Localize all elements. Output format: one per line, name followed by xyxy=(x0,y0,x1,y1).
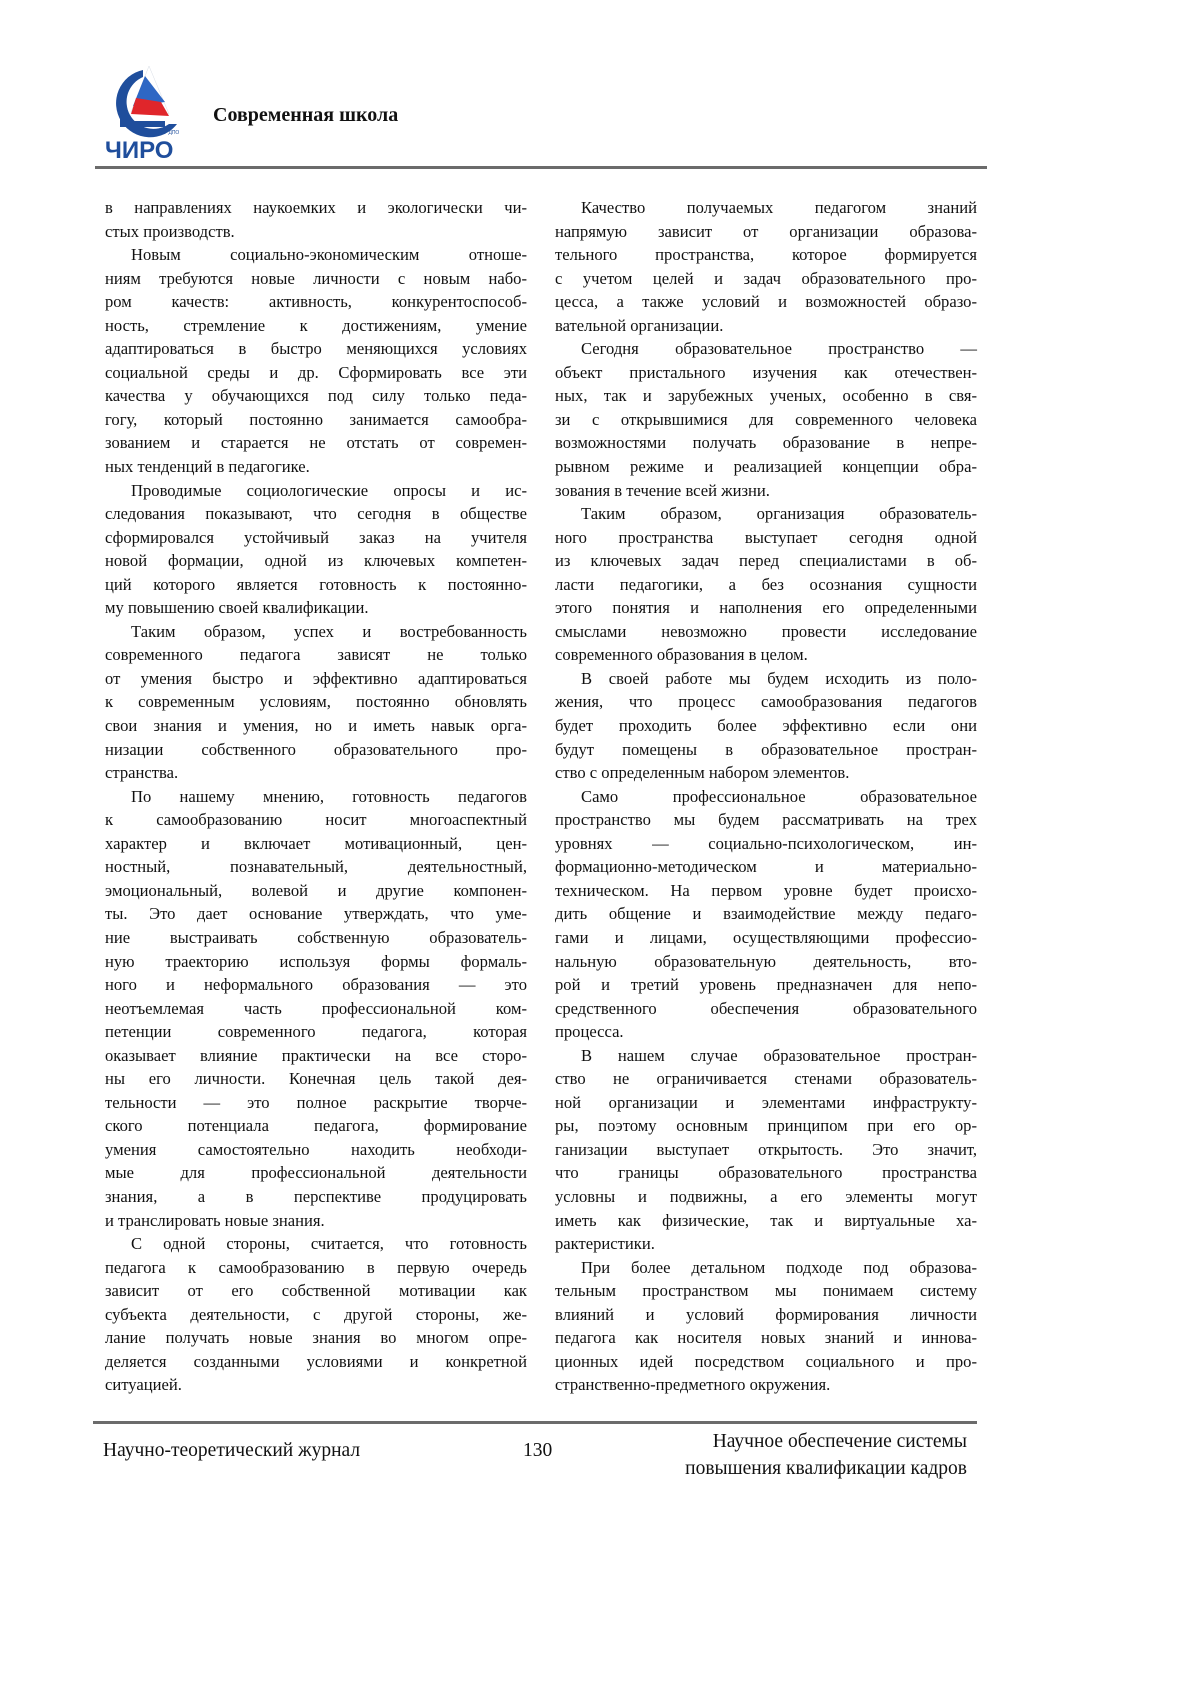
text-line: ную траекторию используя формы формаль- xyxy=(105,950,527,974)
text-line: педагога как носителя новых знаний и иннова- xyxy=(555,1326,977,1350)
text-line: этого понятия и наполнения его определенными xyxy=(555,596,977,620)
text-line: ностный, познавательный, деятельностный, xyxy=(105,855,527,879)
text-line: стых производств. xyxy=(105,220,527,244)
text-line: педагога к самообразованию в первую очередь xyxy=(105,1256,527,1280)
paragraph xyxy=(555,667,977,785)
footer-journal-type: Научно-теоретический журнал xyxy=(103,1440,360,1462)
text-line: тельным пространством мы понимаем систему xyxy=(555,1279,977,1303)
text-line: к современным условиям, постоянно обновлять xyxy=(105,690,527,714)
right-column xyxy=(555,196,977,1397)
text-line: формационно-методическом и материально- xyxy=(555,855,977,879)
text-line: характер и включает мотивационный, цен- xyxy=(105,832,527,856)
text-line: Таким образом, успех и востребованность xyxy=(105,620,527,644)
footer-section-line: повышения квалификации кадров xyxy=(685,1455,967,1482)
text-line: ного пространства выступает сегодня одной xyxy=(555,526,977,550)
paragraph xyxy=(555,1044,977,1256)
text-line: сформировался устойчивый заказ на учителя xyxy=(105,526,527,550)
text-line: оказывает влияние практически на все сторо- xyxy=(105,1044,527,1068)
text-line: иметь как физические, так и виртуальные ха- xyxy=(555,1209,977,1233)
text-line: ционных идей посредством социального и про- xyxy=(555,1350,977,1374)
text-line: Сегодня образовательное пространство — xyxy=(555,337,977,361)
text-line: жения, что процесс самообразования педагогов xyxy=(555,690,977,714)
text-line: Новым социально-экономическим отноше- xyxy=(105,243,527,267)
text-line: ры, поэтому основным принципом при его ор- xyxy=(555,1114,977,1138)
text-line: качества у обучающихся под силу только педа- xyxy=(105,384,527,408)
text-line: от умения быстро и эффективно адаптироваться xyxy=(105,667,527,691)
text-line: С одной стороны, считается, что готовность xyxy=(105,1232,527,1256)
text-line: напрямую зависит от организации образова- xyxy=(555,220,977,244)
text-line: из ключевых задач перед специалистами в об- xyxy=(555,549,977,573)
text-line: Проводимые социологические опросы и ис- xyxy=(105,479,527,503)
text-line: ных тенденций в педагогике. xyxy=(105,455,527,479)
text-line: дить общение и взаимодействие между педаго- xyxy=(555,902,977,926)
text-line: ность, стремление к достижениям, умение xyxy=(105,314,527,338)
text-line: ций которого является готовность к постоянно- xyxy=(105,573,527,597)
text-line: с учетом целей и задач образовательного про- xyxy=(555,267,977,291)
text-line: ского потенциала педагога, формирование xyxy=(105,1114,527,1138)
text-line: В своей работе мы будем исходить из поло- xyxy=(555,667,977,691)
text-line: низации собственного образовательного про- xyxy=(105,738,527,762)
text-line: влияний и условий формирования личности xyxy=(555,1303,977,1327)
paragraph xyxy=(105,1232,527,1397)
text-line: нальную образовательную деятельность, вто- xyxy=(555,950,977,974)
text-line: вательной организации. xyxy=(555,314,977,338)
text-line: пространство мы будем рассматривать на трех xyxy=(555,808,977,832)
text-line: ство не ограничивается стенами образователь- xyxy=(555,1067,977,1091)
text-line: будут помещены в образовательное простран- xyxy=(555,738,977,762)
paragraph xyxy=(555,337,977,502)
text-line: ниям требуются новые личности с новым набо- xyxy=(105,267,527,291)
footer-section xyxy=(685,1428,967,1482)
paragraph xyxy=(105,785,527,1232)
text-line: мые для профессиональной деятельности xyxy=(105,1161,527,1185)
text-line: ных, так и зарубежных ученых, особенно в свя- xyxy=(555,384,977,408)
text-line: тельности — это полное раскрытие творче- xyxy=(105,1091,527,1115)
text-line: в направлениях наукоемких и экологически чи- xyxy=(105,196,527,220)
text-line: зи с открывшимися для современного человека xyxy=(555,408,977,432)
text-line: умения самостоятельно находить необходи- xyxy=(105,1138,527,1162)
text-line: В нашем случае образовательное простран- xyxy=(555,1044,977,1068)
text-line: тельного пространства, которое формируется xyxy=(555,243,977,267)
text-line: эмоциональный, волевой и другие компонен- xyxy=(105,879,527,903)
text-line: современного образования в целом. xyxy=(555,643,977,667)
text-line: ласти педагогики, а без осознания сущности xyxy=(555,573,977,597)
text-line: ны его личности. Конечная цель такой дея- xyxy=(105,1067,527,1091)
text-line: уровнях — социально-психологическом, ин- xyxy=(555,832,977,856)
footer-divider xyxy=(93,1421,977,1424)
text-line: свои знания и умения, но и иметь навык орга- xyxy=(105,714,527,738)
text-line: условны и подвижны, а его элементы могут xyxy=(555,1185,977,1209)
text-line: гогу, который постоянно занимается самообра- xyxy=(105,408,527,432)
chiro-logo xyxy=(103,62,203,162)
text-line: петенции современного педагога, которая xyxy=(105,1020,527,1044)
paragraph xyxy=(555,1256,977,1397)
paragraph xyxy=(105,620,527,785)
text-line: лание получать новые знания во многом опре- xyxy=(105,1326,527,1350)
text-line: му повышению своей квалификации. xyxy=(105,596,527,620)
page-number: 130 xyxy=(523,1440,552,1462)
left-column xyxy=(105,196,527,1397)
paragraph xyxy=(555,502,977,667)
footer-section-line: Научное обеспечение системы xyxy=(685,1428,967,1455)
text-line: будет проходить более эффективно если они xyxy=(555,714,977,738)
text-line: рой и третий уровень предназначен для непо- xyxy=(555,973,977,997)
text-line: Качество получаемых педагогом знаний xyxy=(555,196,977,220)
text-line: техническом. На первом уровне будет происхо- xyxy=(555,879,977,903)
text-line: и транслировать новые знания. xyxy=(105,1209,527,1233)
text-line: цесса, а также условий и возможностей образо- xyxy=(555,290,977,314)
paragraph xyxy=(555,196,977,337)
text-line: странственно-предметного окружения. xyxy=(555,1373,977,1397)
text-line: Таким образом, организация образователь- xyxy=(555,502,977,526)
text-line: деляется созданными условиями и конкретной xyxy=(105,1350,527,1374)
text-line: ганизации выступает открытость. Это значит, xyxy=(555,1138,977,1162)
text-line: рактеристики. xyxy=(555,1232,977,1256)
text-line: рывном режиме и реализацией концепции обра- xyxy=(555,455,977,479)
text-line: гами и лицами, осуществляющими профессио- xyxy=(555,926,977,950)
text-line: По нашему мнению, готовность педагогов xyxy=(105,785,527,809)
logo-text: ЧИРО xyxy=(105,137,173,162)
text-line: зованием и старается не отстать от современ- xyxy=(105,431,527,455)
header-divider xyxy=(95,166,987,169)
text-line: новой формации, одной из ключевых компетен- xyxy=(105,549,527,573)
paragraph xyxy=(105,243,527,478)
text-line: ты. Это дает основание утверждать, что уме- xyxy=(105,902,527,926)
text-line: ной организации и элементами инфраструкту- xyxy=(555,1091,977,1115)
text-line: При более детальном подходе под образова- xyxy=(555,1256,977,1280)
logo-subtext: ГБУ ДПО xyxy=(158,130,179,136)
text-line: современного педагога зависят не только xyxy=(105,643,527,667)
text-line: субъекта деятельности, с другой стороны, же- xyxy=(105,1303,527,1327)
text-line: средственного обеспечения образовательного xyxy=(555,997,977,1021)
text-line: знания, а в перспективе продуцировать xyxy=(105,1185,527,1209)
text-line: зования в течение всей жизни. xyxy=(555,479,977,503)
text-line: возможностями получать образование в непре- xyxy=(555,431,977,455)
text-line: адаптироваться в быстро меняющихся условиях xyxy=(105,337,527,361)
text-line: смыслами невозможно провести исследование xyxy=(555,620,977,644)
text-line: что границы образовательного пространства xyxy=(555,1161,977,1185)
text-line: Само профессиональное образовательное xyxy=(555,785,977,809)
text-line: ного и неформального образования — это xyxy=(105,973,527,997)
paragraph xyxy=(105,196,527,243)
text-line: социальной среды и др. Сформировать все эти xyxy=(105,361,527,385)
text-line: следования показывают, что сегодня в обществе xyxy=(105,502,527,526)
text-line: ром качеств: активность, конкурентоспособ- xyxy=(105,290,527,314)
paragraph xyxy=(105,479,527,620)
text-line: процесса. xyxy=(555,1020,977,1044)
text-line: неотъемлемая часть профессиональной ком- xyxy=(105,997,527,1021)
text-line: объект пристального изучения как отечествен- xyxy=(555,361,977,385)
text-line: зависит от его собственной мотивации как xyxy=(105,1279,527,1303)
text-line: странства. xyxy=(105,761,527,785)
journal-title: Современная школа xyxy=(213,104,398,127)
text-line: ситуацией. xyxy=(105,1373,527,1397)
text-line: ство с определенным набором элементов. xyxy=(555,761,977,785)
paragraph xyxy=(555,785,977,1044)
text-line: ние выстраивать собственную образователь- xyxy=(105,926,527,950)
text-line: к самообразованию носит многоаспектный xyxy=(105,808,527,832)
